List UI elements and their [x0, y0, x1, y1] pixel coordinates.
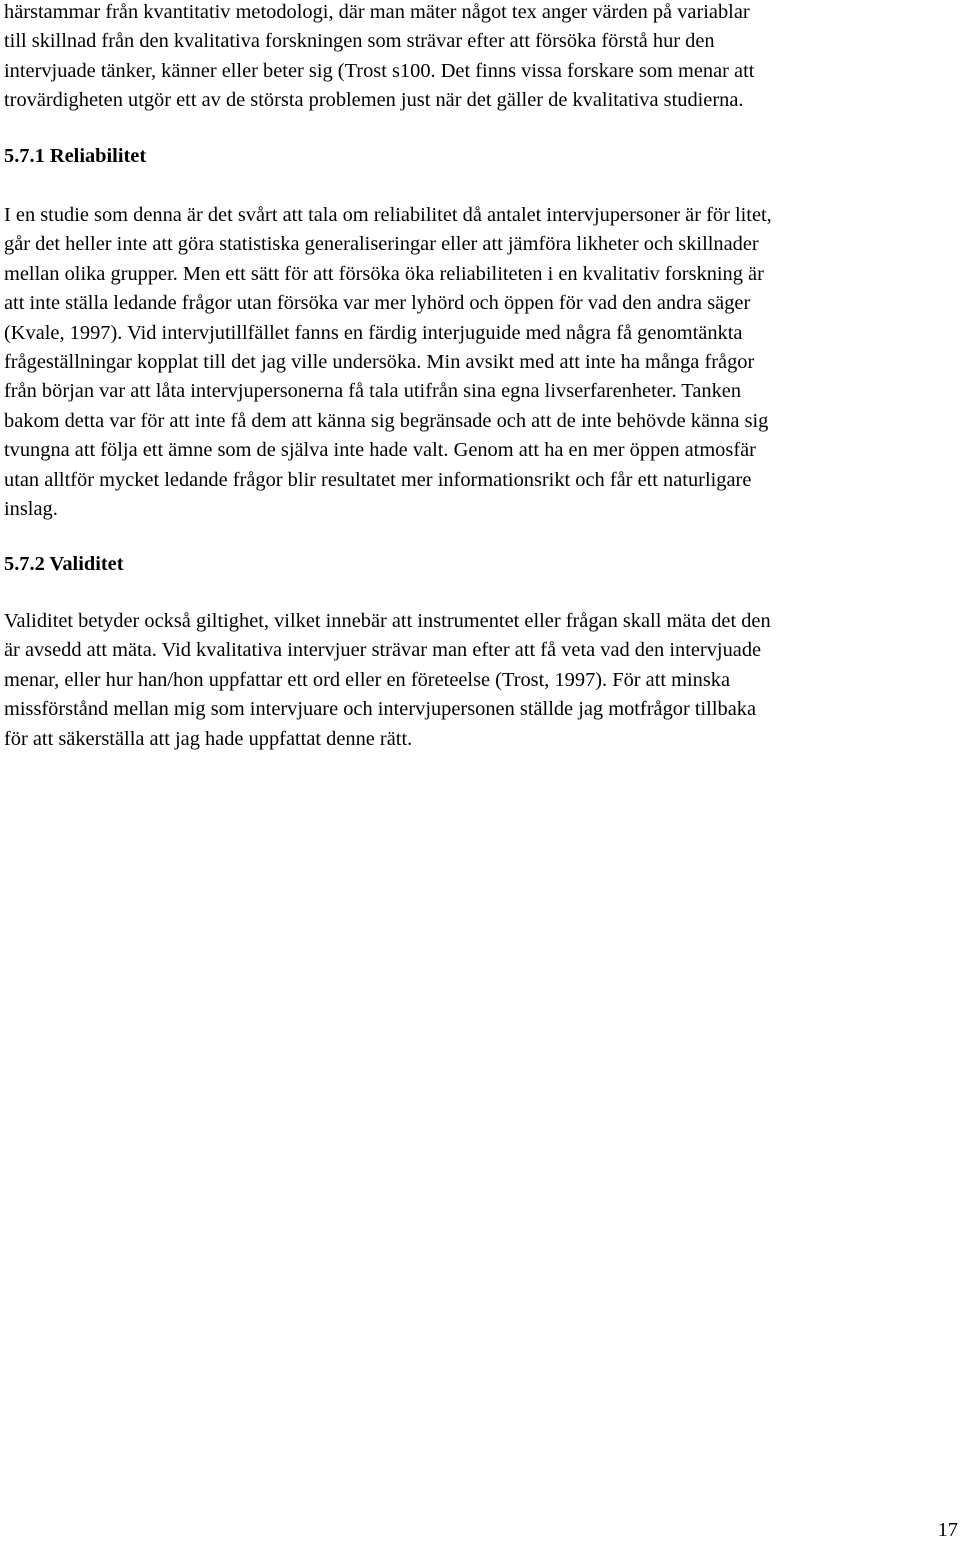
page-number: 17 [937, 1519, 958, 1541]
text-line: går det heller inte att göra statistiska generaliseringar eller att jämföra likheter och skillnader [4, 233, 759, 256]
text-line: härstammar från kvantitativ metodologi, där man mäter något tex anger värden på variablar [4, 1, 750, 23]
text-line: utan alltför mycket ledande frågor blir resultatet mer informationsrikt och får ett naturligare [4, 468, 752, 491]
text-line: är avsedd att mäta. Vid kvalitativa intervjuer strävar man efter att få veta vad den intervjuade [4, 639, 762, 662]
text-line: till skillnad från den kvalitativa forskningen som strävar efter att försöka förstå hur den [4, 30, 715, 53]
text-line: I en studie som denna är det svårt att tala om reliabilitet då antalet intervjupersoner är för litet, [4, 204, 772, 226]
text-line: missförstånd mellan mig som intervjuare och intervjupersonen ställde jag motfrågor tillbaka [4, 698, 756, 721]
validity-paragraph [4, 607, 960, 754]
text-line: tvungna att följa ett ämne som de själva inte hade valt. Genom att ha en mer öppen atmosfär [4, 439, 756, 462]
text-line: Validitet betyder också giltighet, vilket innebär att instrumentet eller frågan skall mäta det den [4, 610, 771, 632]
text-line: bakom detta var för att inte få dem att känna sig begränsade och att de inte behövde känna sig [4, 409, 769, 432]
section-heading-reliability: 5.7.1 Reliabilitet [4, 145, 147, 167]
text-line: frågeställningar kopplat till det jag ville undersöka. Min avsikt med att inte ha många frågor [4, 350, 755, 373]
section-heading-validity: 5.7.2 Validitet [4, 553, 124, 575]
intro-paragraph [4, 0, 960, 116]
text-line: mellan olika grupper. Men ett sätt för att försöka öka reliabiliteten i en kvalitativ forskning är [4, 262, 764, 285]
reliability-paragraph [4, 201, 960, 524]
text-line: från början var att låta intervjupersonerna få tala utifrån sina egna livserfarenheter. Tanken [4, 380, 742, 403]
text-line: för att säkerställa att jag hade uppfattat denne rätt. [4, 727, 413, 750]
text-line: inslag. [4, 497, 58, 520]
text-line: intervjuade tänker, känner eller beter sig (Trost s100. Det finns vissa forskare som menar att [4, 59, 755, 82]
text-line: menar, eller hur han/hon uppfattar ett ord eller en företeelse (Trost, 1997). För att minska [4, 668, 731, 691]
text-line: (Kvale, 1997). Vid intervjutillfället fanns en färdig interjuguide med några få genomtänkta [4, 321, 743, 344]
text-line: att inte ställa ledande frågor utan försöka var mer lyhörd och öppen för vad den andra säger [4, 292, 751, 315]
text-line: trovärdigheten utgör ett av de största problemen just när det gäller de kvalitativa studierna. [4, 89, 744, 112]
